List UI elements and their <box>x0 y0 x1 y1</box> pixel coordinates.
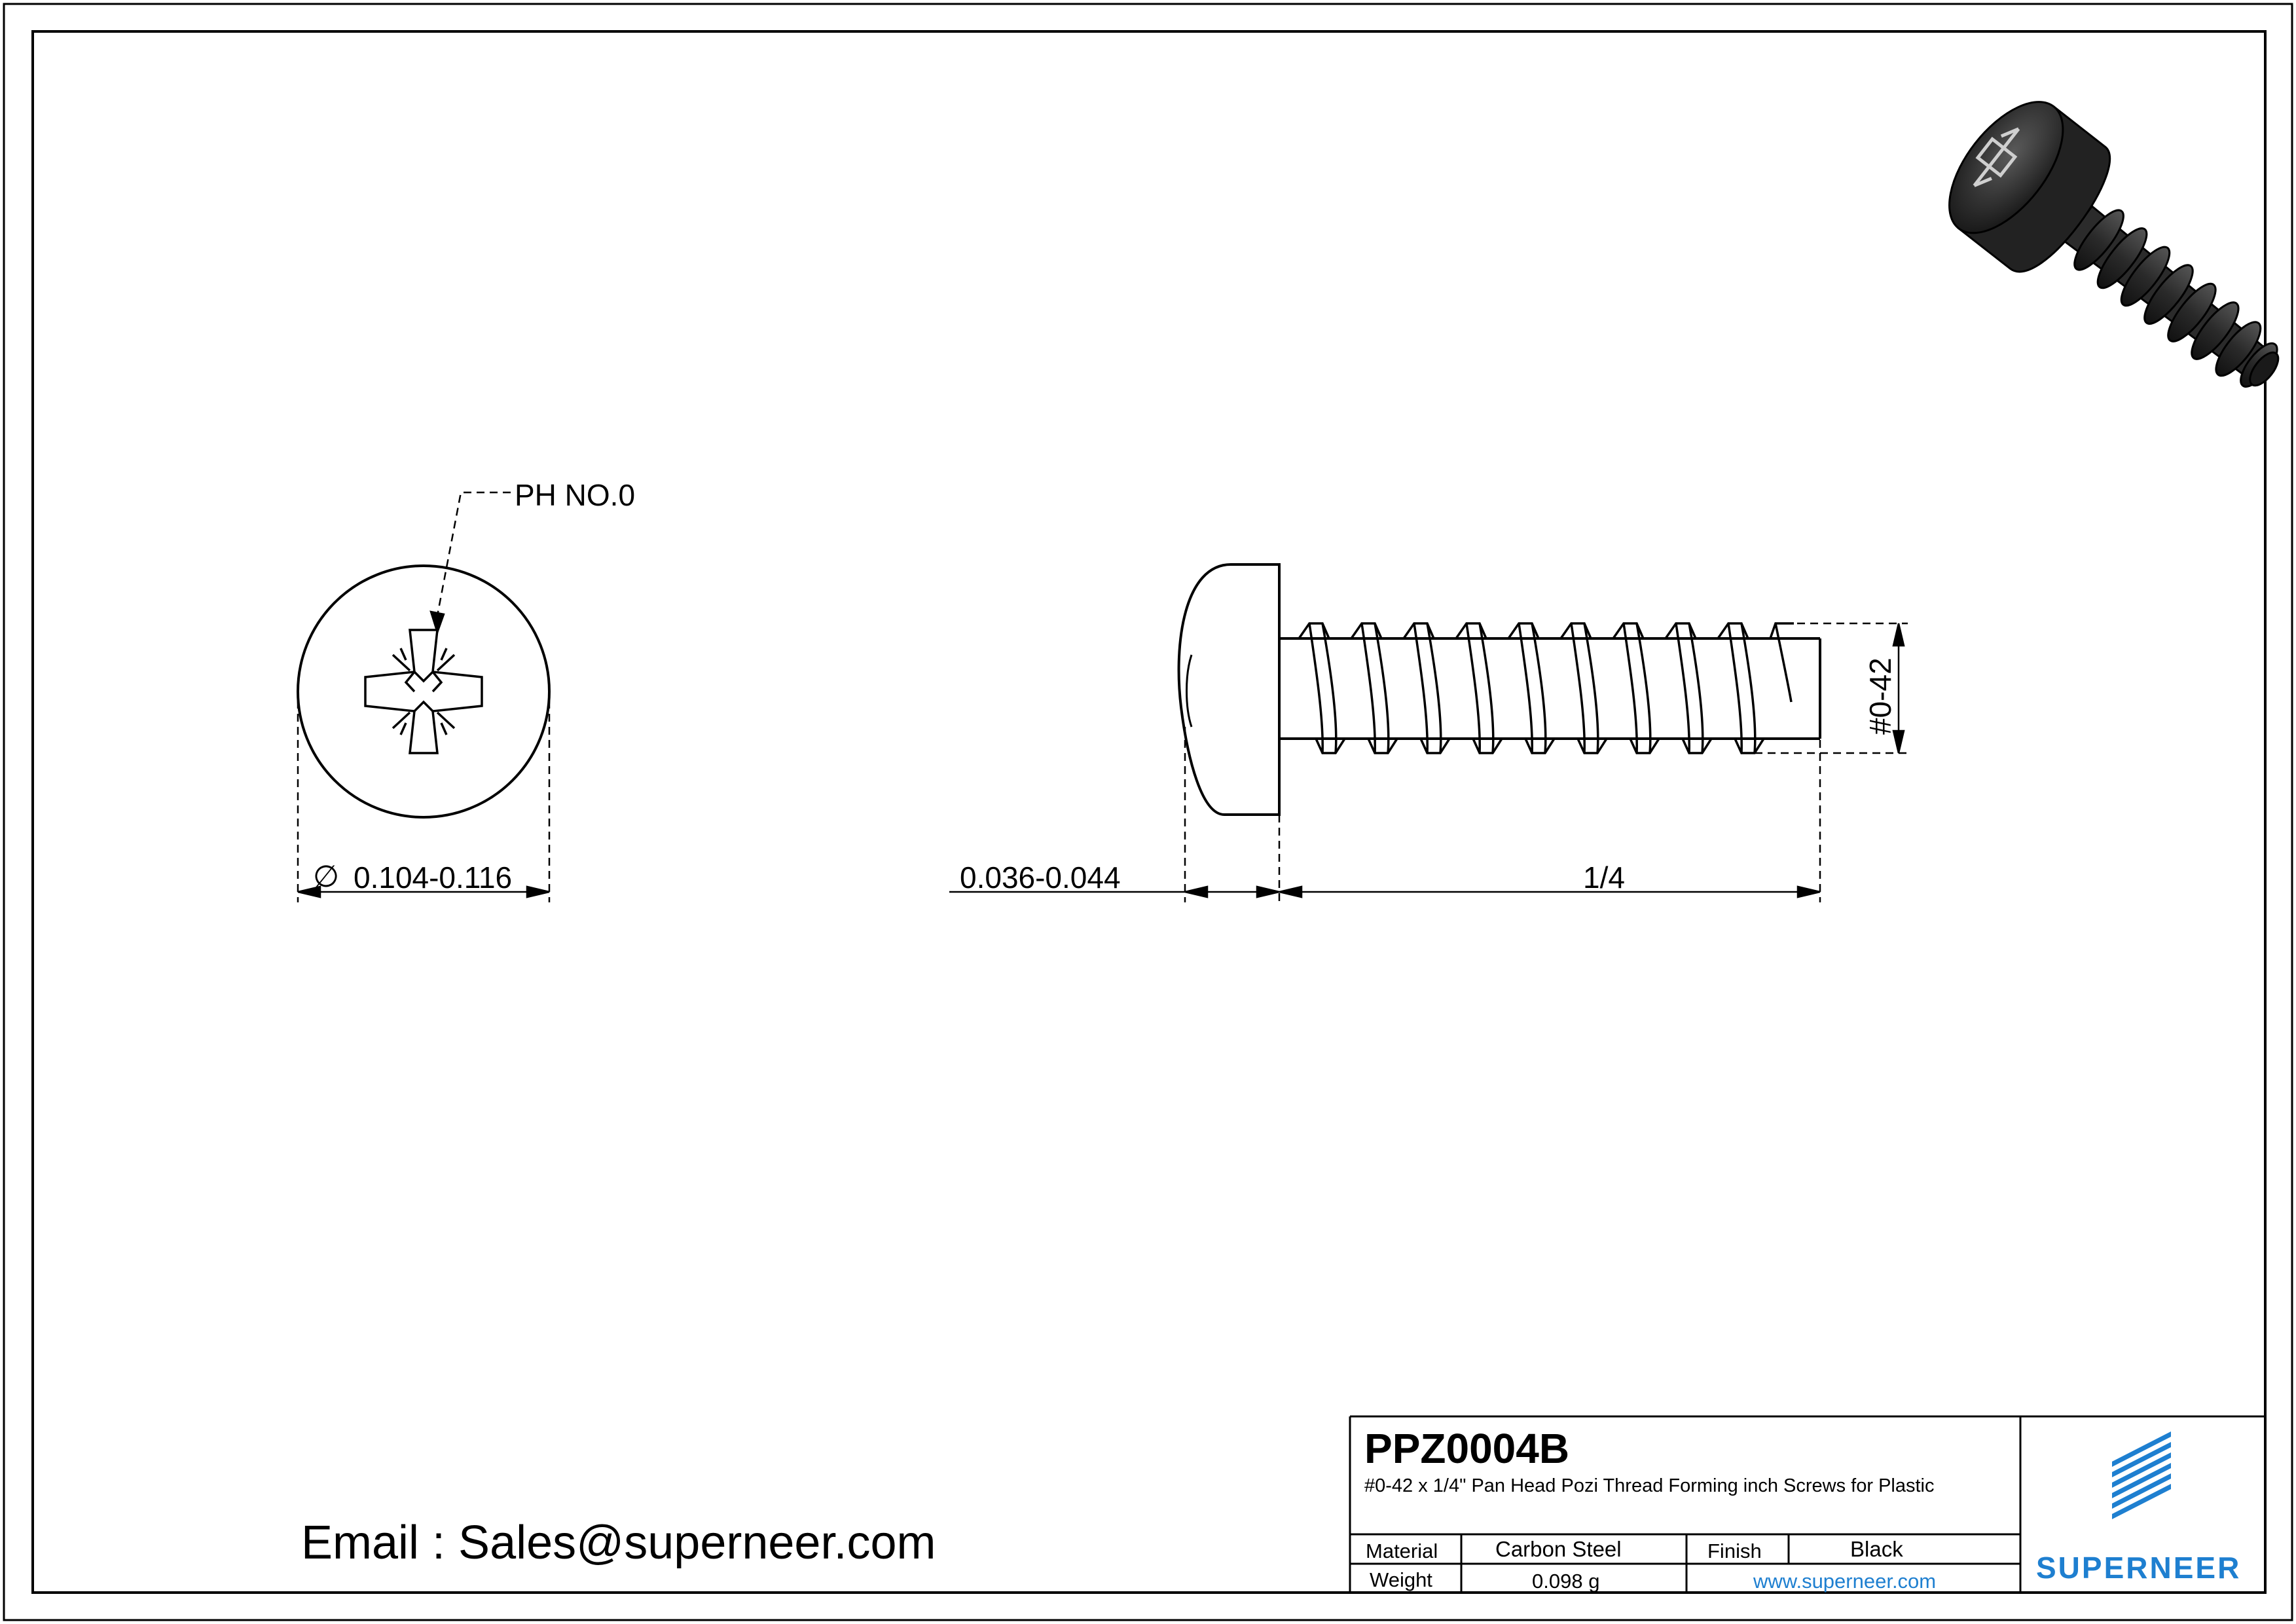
screw-3d-render <box>1927 83 2296 435</box>
screw-side-view <box>1179 564 1820 815</box>
website-link[interactable] <box>1753 1570 1936 1593</box>
pozi-recess-icon <box>365 630 482 753</box>
weight-label: Weight <box>1370 1568 1432 1591</box>
thread-size-label: #0-42 <box>1863 657 1897 735</box>
part-description: #0-42 x 1/4" Pan Head Pozi Thread Forming inch Screws for Plastic <box>1364 1475 1935 1496</box>
material-label: Material <box>1366 1540 1438 1562</box>
head-diameter-label: 0.104-0.116 <box>354 860 513 895</box>
diameter-symbol: ∅ <box>313 859 340 893</box>
head-height-label: 0.036-0.044 <box>960 860 1121 895</box>
callout-leader <box>431 492 511 633</box>
part-number: PPZ0004B <box>1364 1425 1570 1472</box>
finish-value: Black <box>1850 1537 1903 1561</box>
contact-email: Email : Sales@superneer.com <box>301 1517 936 1569</box>
website-text[interactable]: www.superneer.com <box>1753 1570 1937 1593</box>
brand-name: SUPERNEER <box>2036 1551 2242 1585</box>
pan-head-profile <box>1179 564 1279 815</box>
length-label: 1/4 <box>1583 860 1625 895</box>
head-top-view <box>298 566 549 817</box>
superneer-logo-icon <box>2112 1431 2171 1519</box>
weight-value: 0.098 g <box>1532 1570 1600 1593</box>
drawing-frame <box>33 31 2265 1593</box>
material-value: Carbon Steel <box>1495 1537 1622 1561</box>
finish-label: Finish <box>1707 1540 1762 1562</box>
outer-border <box>4 4 2292 1620</box>
callout-label: PH NO.0 <box>515 478 636 512</box>
head-outline <box>298 566 549 817</box>
thread-flanks <box>1309 623 1791 753</box>
